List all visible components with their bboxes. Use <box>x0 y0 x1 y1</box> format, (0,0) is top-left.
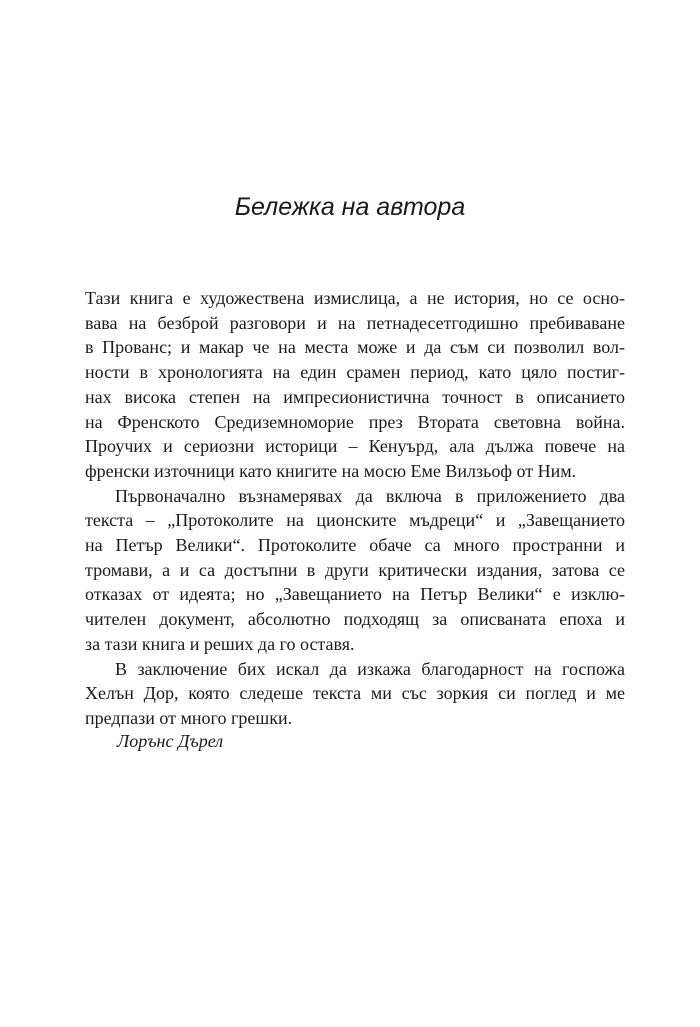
body-text <box>85 286 625 731</box>
text-line: тромави, а и са достъпни в други критически издания, затова се <box>85 559 625 580</box>
paragraph-2 <box>85 484 625 657</box>
text-line: ности в хронологията на един срамен период, като цяло постиг- <box>85 362 625 383</box>
text-line: чителен документ, абсолютно подходящ за описваната епоха и <box>85 609 625 630</box>
page-title: Бележка на автора <box>234 193 466 221</box>
text-line: В заключение бих искал да изкажа благодарност на госпожа <box>115 658 625 679</box>
text-line: нах висока степен на импресионистична точност в описанието <box>85 386 625 407</box>
text-line: френски източници като книгите на мосю Еме Вилзьоф от Ним. <box>85 460 577 481</box>
text-line: отказах от идеята; но „Завещанието на Петър Велики“ е изклю- <box>85 584 625 605</box>
text-line: Първоначално възнамерявах да включа в приложението два <box>115 485 625 506</box>
text-line: текста – „Протоколите на ционските мъдреци“ и „Завещанието <box>85 510 625 531</box>
text-line: Хелън Дор, която следеше текста ми със зоркия си поглед и ме <box>85 683 625 704</box>
text-line: на Петър Велики“. Протоколите обаче са много пространни и <box>85 535 625 556</box>
text-line: в Прованс; и макар че на места може и да съм си позволил вол- <box>85 337 625 358</box>
text-line: на Френското Средиземноморие през Втората световна война. <box>85 411 625 432</box>
paragraph-3 <box>85 657 625 731</box>
text-line: Проучих и сериозни историци – Кенуърд, ала дължа повече на <box>85 436 625 457</box>
text-line: за тази книга и реших да го оставя. <box>85 633 355 654</box>
paragraph-1 <box>85 286 625 484</box>
author-signature: Лорънс Дърел <box>117 731 224 751</box>
text-line: Тази книга е художествена измислица, а не история, но се осно- <box>85 288 625 308</box>
text-line: вава на безброй разговори и на петнадесетгодишно пребиваване <box>85 312 625 333</box>
text-line: предпази от много грешки. <box>85 707 293 728</box>
